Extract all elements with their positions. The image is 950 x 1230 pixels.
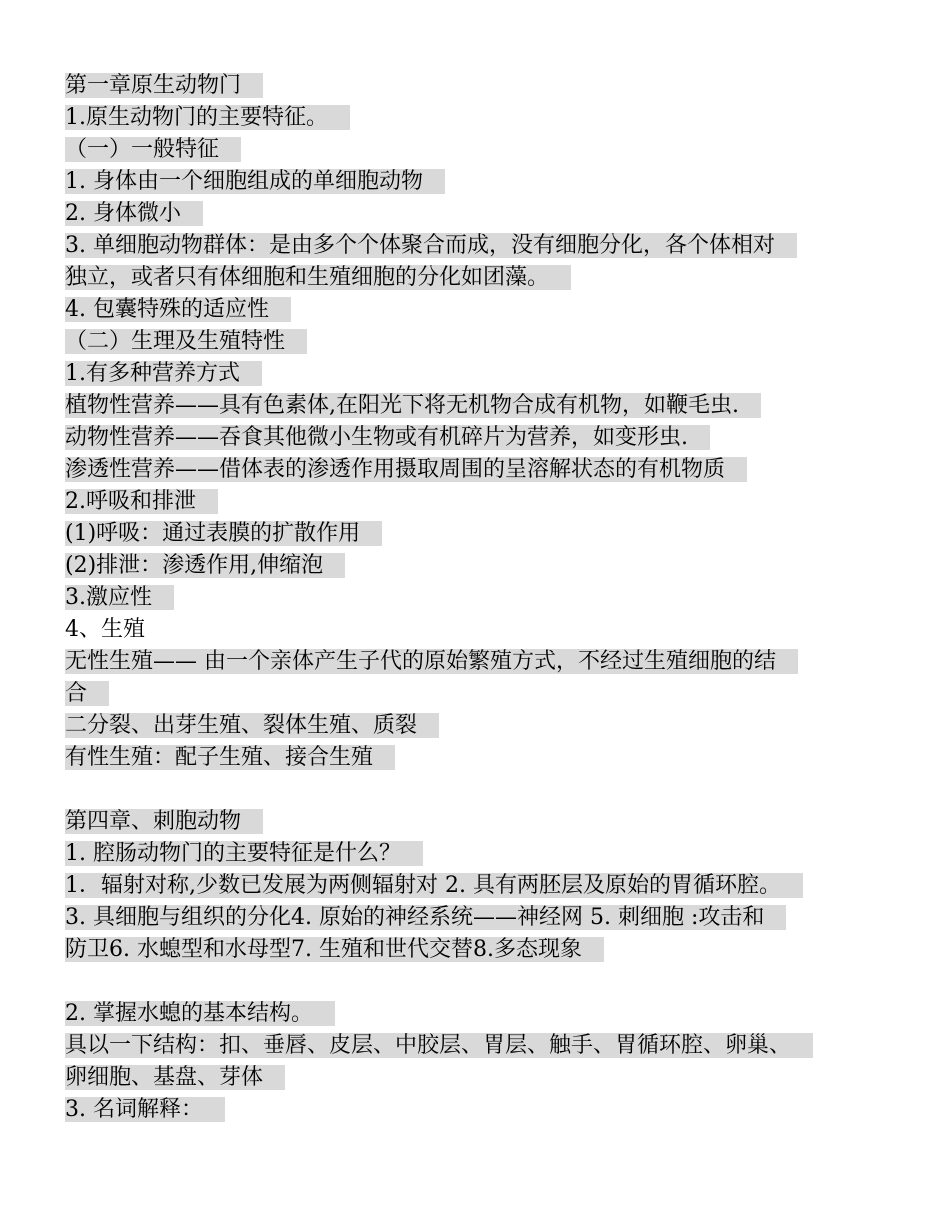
text-line: 有性生殖：配子生殖、接合生殖 (65, 742, 895, 774)
text-line: 4、生殖 (65, 617, 145, 642)
section-heading: （一）一般特征 (65, 134, 895, 166)
text-line: 1. 身体由一个细胞组成的单细胞动物 (65, 166, 895, 198)
text-line: 2.呼吸和排泄 (65, 486, 895, 518)
text-line: 合 (65, 678, 895, 710)
text-line: 1.有多种营养方式 (65, 358, 895, 390)
text-line: (2)排泄：渗透作用,伸缩泡 (65, 550, 895, 582)
text-line: (1)呼吸：通过表膜的扩散作用 (65, 518, 895, 550)
question-heading: 1.原生动物门的主要特征。 (65, 102, 895, 134)
chapter-1-title: 第一章原生动物门 (65, 70, 895, 102)
text-line: 3.激应性 (65, 582, 895, 614)
text-line: 具以一下结构：扣、垂唇、皮层、中胶层、胃层、触手、胃循环腔、卵巢、 (65, 1030, 895, 1062)
text-line: 渗透性营养——借体表的渗透作用摄取周围的呈溶解状态的有机物质 (65, 454, 895, 486)
question-heading: 1. 腔肠动物门的主要特征是什么？ (65, 838, 895, 870)
text-line: 防卫6. 水螅型和水母型7. 生殖和世代交替8.多态现象 (65, 934, 895, 966)
text-line: 1．辐射对称,少数已发展为两侧辐射对 2. 具有两胚层及原始的胃循环腔。 (65, 870, 895, 902)
text-line: 3. 单细胞动物群体：是由多个个体聚合而成，没有细胞分化，各个体相对 (65, 230, 895, 262)
text-line: 3. 具细胞与组织的分化4. 原始的神经系统——神经网 5. 刺细胞 :攻击和 (65, 902, 895, 934)
chapter-4-title: 第四章、刺胞动物 (65, 806, 895, 838)
document-page (65, 70, 895, 1126)
text-line: 二分裂、出芽生殖、裂体生殖、质裂 (65, 710, 895, 742)
section-heading: （二）生理及生殖特性 (65, 326, 895, 358)
text-line: 卵细胞、基盘、芽体 (65, 1062, 895, 1094)
question-heading: 3. 名词解释： (65, 1094, 895, 1126)
blank-line (65, 774, 895, 806)
text-line: 无性生殖—— 由一个亲体产生子代的原始繁殖方式，不经过生殖细胞的结 (65, 646, 895, 678)
text-line: 植物性营养——具有色素体,在阳光下将无机物合成有机物，如鞭毛虫. (65, 390, 895, 422)
text-line: 动物性营养——吞食其他微小生物或有机碎片为营养，如变形虫. (65, 422, 895, 454)
text-line: 4. 包囊特殊的适应性 (65, 294, 895, 326)
blank-line (65, 966, 895, 998)
question-heading: 2. 掌握水螅的基本结构。 (65, 998, 895, 1030)
text-line: 独立，或者只有体细胞和生殖细胞的分化如团藻。 (65, 262, 895, 294)
text-line: 2. 身体微小 (65, 198, 895, 230)
